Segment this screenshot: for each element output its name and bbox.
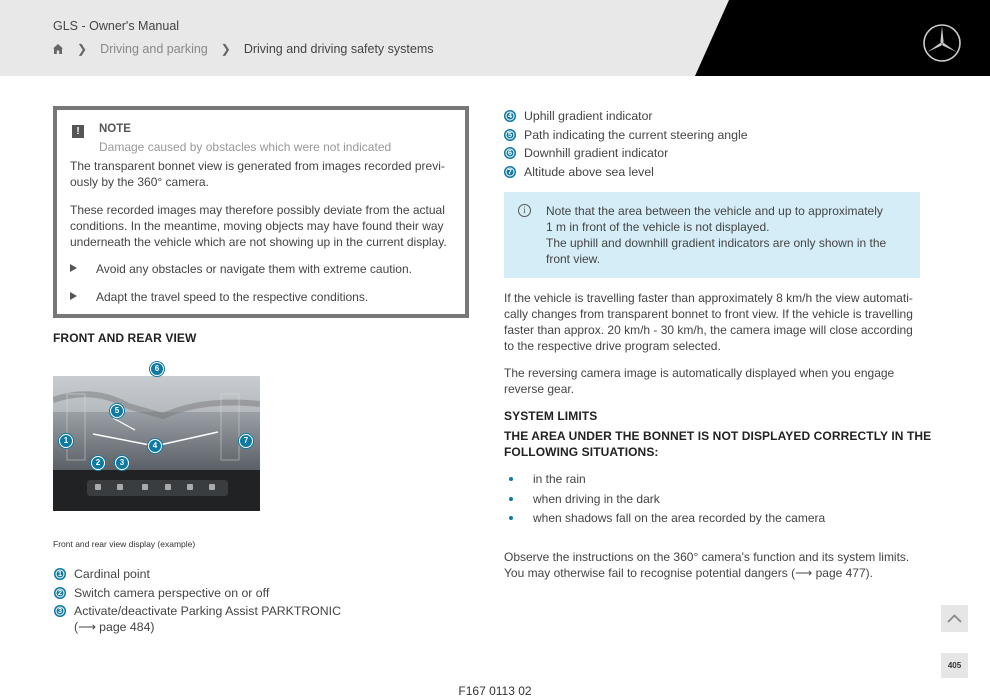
list-item: 1 Cardinal point <box>54 566 341 585</box>
camera-button-icon <box>117 484 123 490</box>
list-item: 7 Altitude above sea level <box>504 164 748 183</box>
callout-list <box>54 566 341 635</box>
page-reference-link[interactable]: (⟶ page 484) <box>74 620 155 634</box>
image-caption: Front and rear view display (example) <box>53 539 196 549</box>
callout-badge: 5 <box>110 404 124 418</box>
camera-button-icon <box>209 484 215 490</box>
body-paragraph: If the vehicle is travelling faster than approximately 8 km/h the view automati- cally changes from transparent bonnet to front view. If the vehicle is travelling faster than approx. 20 km/h - 30 km/h, the camera image will close according to the respective drive program selected. <box>504 291 913 353</box>
note-action: Adapt the travel speed to the respective conditions. <box>70 290 368 304</box>
body-paragraph: The reversing camera image is automatically displayed when you engage reverse gear. <box>504 366 895 396</box>
note-paragraph: The transparent bonnet view is generated from images recorded previ-ously by the 360° camera. <box>70 159 445 189</box>
camera-button-icon <box>142 484 148 490</box>
camera-button-icon <box>187 484 193 490</box>
section-subheading: THE AREA UNDER THE BONNET IS NOT DISPLAYED CORRECTLY IN THE FOLLOWING SITUATIONS: <box>504 429 932 459</box>
list-item: 5 Path indicating the current steering angle <box>504 127 748 146</box>
note-title: NOTE <box>99 123 131 135</box>
note-box <box>53 106 469 318</box>
callout-badge: 6 <box>150 362 164 376</box>
home-icon[interactable] <box>52 43 64 55</box>
list-item: 3 Activate/deactivate Parking Assist PARKTRONIC (⟶ page 484) <box>54 603 341 635</box>
breadcrumb <box>52 42 433 56</box>
list-item: 6 Downhill gradient indicator <box>504 145 748 164</box>
camera-button-dock <box>87 480 228 496</box>
info-box <box>504 192 920 278</box>
page-number: 405 <box>941 653 968 678</box>
callout-badge: 3 <box>115 456 129 470</box>
breadcrumb-link-driving-and-parking[interactable]: Driving and parking <box>100 42 208 56</box>
mercedes-star-logo <box>922 23 962 63</box>
bullet-list <box>504 471 825 530</box>
chevron-right-icon: ❯ <box>220 42 231 56</box>
breadcrumb-current: Driving and driving safety systems <box>243 42 434 56</box>
figure-code: F167 0113 02 <box>458 684 532 698</box>
section-heading: SYSTEM LIMITS <box>504 409 598 423</box>
info-icon: i <box>518 204 531 217</box>
camera-button-icon <box>165 484 171 490</box>
manual-title: GLS - Owner's Manual <box>53 19 180 33</box>
callout-badge: 4 <box>148 439 162 453</box>
note-action: Avoid any obstacles or navigate them with extreme caution. <box>70 262 412 276</box>
warning-icon: ! <box>72 125 84 138</box>
section-heading: FRONT AND REAR VIEW <box>53 331 197 345</box>
list-item: 4 Uphill gradient indicator <box>504 108 748 127</box>
note-subtitle: Damage caused by obstacles which were not indicated <box>99 140 392 154</box>
body-paragraph: Observe the instructions on the 360° camera's function and its system limits. You may otherwise fail to recognise potential dangers (⟶ page 477). <box>504 550 910 580</box>
list-item: 2 Switch camera perspective on or off <box>54 585 341 604</box>
note-paragraph: These recorded images may therefore possibly deviate from the actual conditions. In the meantime, moving objects may have found their way underneath the vehicle which are not showing up in the current display. <box>70 203 447 249</box>
chevron-right-icon: ❯ <box>77 42 88 56</box>
callout-badge: 1 <box>59 434 73 448</box>
list-item: when shadows fall on the area recorded by the camera <box>504 510 825 530</box>
callout-badge: 7 <box>239 434 253 448</box>
arrow-right-icon <box>70 292 77 300</box>
list-item: when driving in the dark <box>504 491 825 511</box>
chevron-up-icon <box>941 605 968 632</box>
arrow-right-icon <box>70 264 77 272</box>
scroll-to-top-button[interactable] <box>941 605 968 632</box>
list-item: in the rain <box>504 471 825 491</box>
callout-badge: 2 <box>91 456 105 470</box>
callout-list <box>504 108 748 182</box>
info-text: Note that the area between the vehicle and up to approximately 1 m in front of the vehicle is not displayed. The uphill and downhill gradient indicators are only shown in the front view. <box>546 204 887 266</box>
camera-button-icon <box>95 484 101 490</box>
